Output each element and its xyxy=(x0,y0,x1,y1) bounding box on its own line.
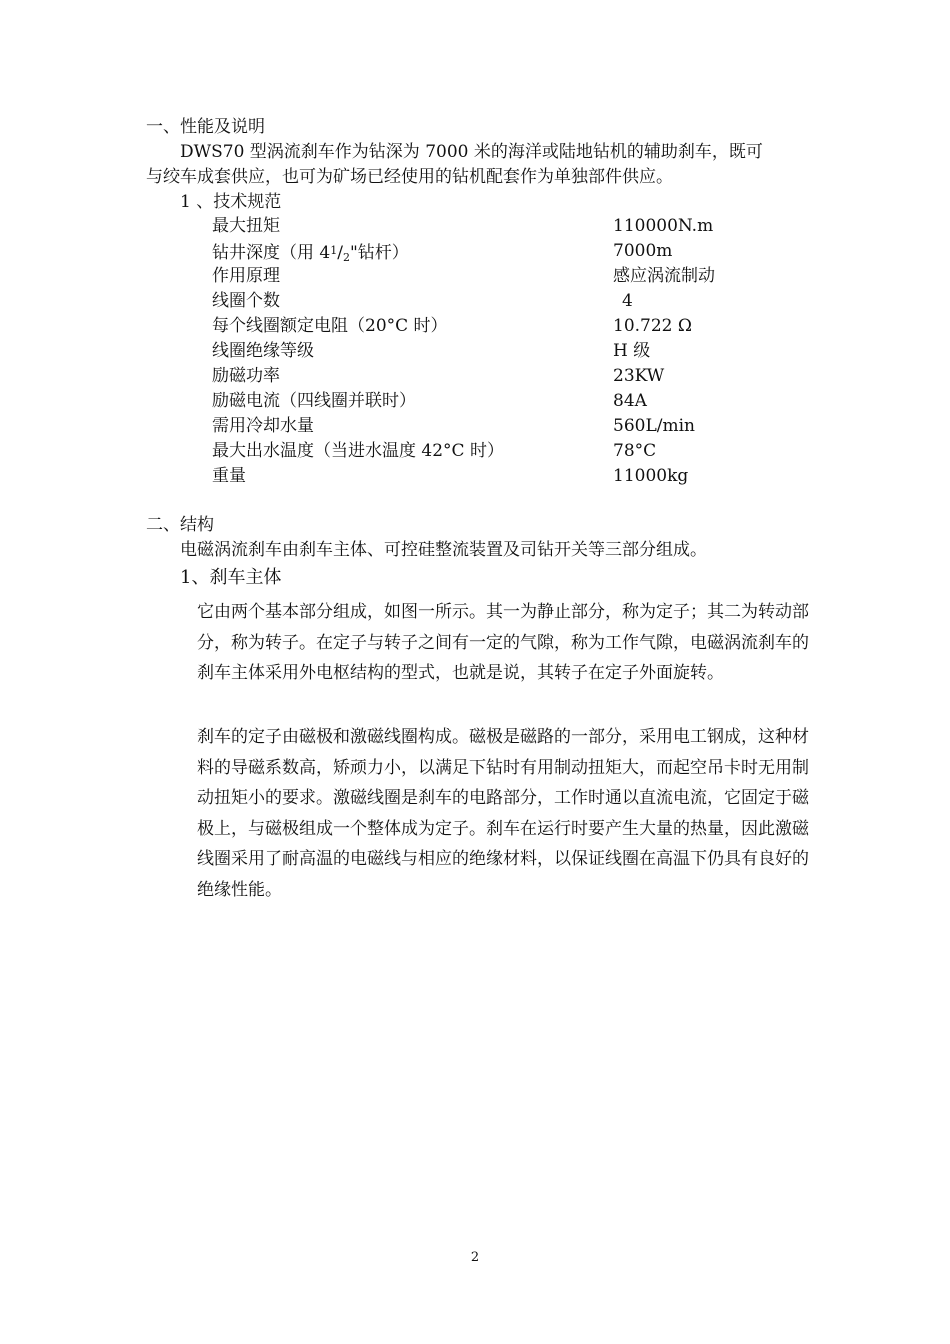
spec-value: H 级 xyxy=(613,341,651,361)
spec-label-sup: 1 xyxy=(330,244,338,257)
section-1-intro-line-2: 与绞车成套供应，也可为矿场已经使用的钻机配套作为单独部件供应。 xyxy=(146,167,673,187)
spec-label: 线圈绝缘等级 xyxy=(212,341,314,361)
spec-label-post: "钻杆） xyxy=(349,243,409,263)
spec-label-sub: 2 xyxy=(342,251,350,264)
section-2-heading: 二、结构 xyxy=(146,515,214,535)
spec-heading: 1 、技术规范 xyxy=(180,192,282,212)
spec-value: 11000kg xyxy=(613,466,689,486)
spec-label: 作用原理 xyxy=(212,266,280,286)
spec-label: 最大扭矩 xyxy=(212,216,280,236)
spec-label: 励磁功率 xyxy=(212,366,280,386)
spec-label-slash: / xyxy=(337,243,343,263)
spec-label: 每个线圈额定电阻（20°C 时） xyxy=(212,316,448,336)
page-number: 2 xyxy=(470,1250,480,1265)
spec-label: 重量 xyxy=(212,466,246,486)
section-2-paragraph-2: 刹车的定子由磁极和激磁线圈构成。磁极是磁路的一部分，采用电工钢成，这种材料的导磁系数高，矫顽力小，以满足下钻时有用制动扭矩大，而起空吊卡时无用制动扭矩小的要求。激磁线圈是刹车的电路部分，工作时通以直流电流，它固定于磁极上，与磁极组成一个整体成为定子。刹车在运行时要产生大量的热量，因此激磁线圈采用了耐高温的电磁线与相应的绝缘材料，以保证线圈在高温下仍具有良好的绝缘性能。 xyxy=(197,727,809,900)
section-1-intro-line-1: DWS70 型涡流刹车作为钻深为 7000 米的海洋或陆地钻机的辅助刹车，既可 xyxy=(180,142,763,162)
section-2-intro: 电磁涡流刹车由刹车主体、可控硅整流装置及司钻开关等三部分组成。 xyxy=(180,540,707,560)
section-2-sub-heading: 1、刹车主体 xyxy=(180,567,282,588)
spec-value: 7000m xyxy=(613,241,673,261)
section-2-paragraph-1: 它由两个基本部分组成，如图一所示。其一为静止部分，称为定子；其二为转动部分，称为转子。在定子与转子之间有一定的气隙，称为工作气隙，电磁涡流刹车的刹车主体采用外电枢结构的型式，也就是说，其转子在定子外面旋转。 xyxy=(197,602,809,683)
spec-value: 10.722 Ω xyxy=(613,316,692,336)
spec-label: 励磁电流（四线圈并联时） xyxy=(212,391,416,411)
spec-label-pre: 钻井深度（用 4 xyxy=(212,243,331,263)
spec-value: 23KW xyxy=(613,366,665,386)
spec-value: 84A xyxy=(613,391,647,411)
spec-label: 需用冷却水量 xyxy=(212,416,314,436)
spec-label: 线圈个数 xyxy=(212,291,280,311)
spec-value: 110000N.m xyxy=(613,216,714,236)
section-1-heading: 一、性能及说明 xyxy=(146,117,265,137)
spec-value: 4 xyxy=(622,291,633,311)
spec-value: 78°C xyxy=(613,441,657,461)
spec-value: 560L/min xyxy=(613,416,695,436)
spec-value: 感应涡流制动 xyxy=(613,266,715,286)
spec-label: 最大出水温度（当进水温度 42°C 时） xyxy=(212,441,504,461)
